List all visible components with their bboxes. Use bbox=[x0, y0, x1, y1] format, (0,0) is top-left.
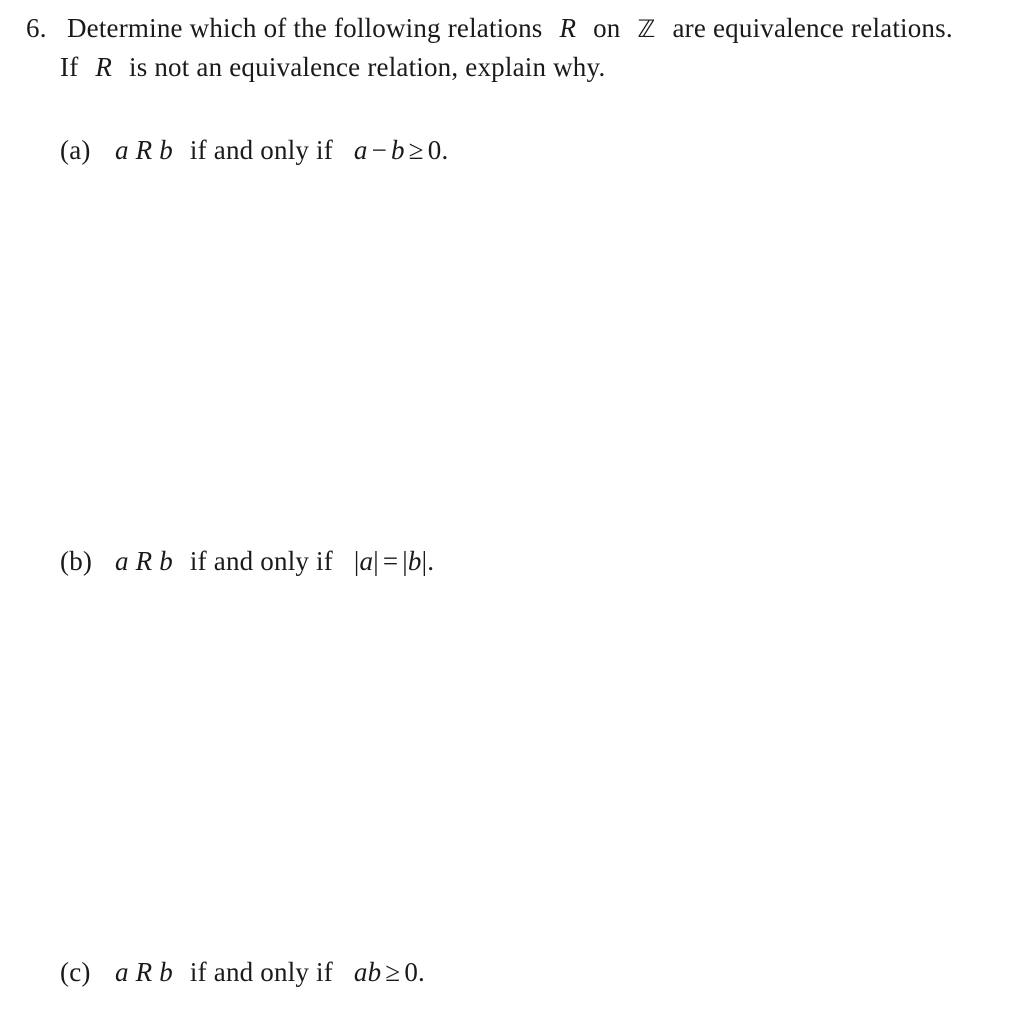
geq-sign: ≥ bbox=[385, 957, 401, 987]
product-ab: ab bbox=[353, 957, 382, 987]
geq-sign: ≥ bbox=[408, 135, 424, 165]
connector-text: if and only if bbox=[189, 957, 333, 987]
zero: 0 bbox=[427, 135, 442, 165]
problem-statement-line-1 bbox=[26, 12, 953, 45]
problem-text-end: are equivalence relations. bbox=[672, 13, 953, 43]
part-c bbox=[60, 956, 425, 988]
relation-R: R bbox=[135, 546, 153, 576]
problem-instruction: is not an equivalence relation, explain why. bbox=[129, 52, 606, 82]
var-b: b bbox=[159, 546, 173, 576]
period: . bbox=[427, 546, 435, 576]
var-a: a bbox=[353, 135, 368, 165]
relation-symbol-R: R bbox=[559, 13, 577, 43]
connector-text: if and only if bbox=[189, 135, 333, 165]
zero: 0 bbox=[404, 957, 419, 987]
part-label: (a) bbox=[60, 135, 91, 165]
part-label: (c) bbox=[60, 957, 91, 987]
abs-bar: | bbox=[373, 546, 379, 576]
word-if: If bbox=[60, 52, 79, 82]
equals-sign: = bbox=[382, 546, 399, 576]
problem-number: 6. bbox=[26, 13, 47, 43]
var-a: a bbox=[359, 546, 374, 576]
connector-text: if and only if bbox=[189, 546, 333, 576]
var-b: b bbox=[159, 957, 173, 987]
part-label: (b) bbox=[60, 546, 93, 576]
integers-symbol: ℤ bbox=[637, 15, 656, 43]
relation-R: R bbox=[135, 135, 153, 165]
relation-symbol-R: R bbox=[95, 52, 113, 82]
abs-bar: | bbox=[353, 546, 360, 576]
var-b: b bbox=[159, 135, 173, 165]
relation-R: R bbox=[135, 957, 153, 987]
abs-bar: | bbox=[421, 546, 428, 576]
var-a: a bbox=[114, 135, 129, 165]
part-b bbox=[60, 545, 434, 577]
abs-bar: | bbox=[402, 546, 408, 576]
var-b: b bbox=[407, 546, 422, 576]
var-a: a bbox=[114, 957, 129, 987]
var-a: a bbox=[114, 546, 129, 576]
var-b: b bbox=[391, 135, 405, 165]
period: . bbox=[441, 135, 449, 165]
word-on: on bbox=[593, 13, 621, 43]
part-a bbox=[60, 134, 448, 166]
minus-sign: − bbox=[371, 135, 388, 165]
period: . bbox=[418, 957, 425, 987]
problem-text-intro: Determine which of the following relations bbox=[66, 13, 543, 43]
problem-statement-line-2 bbox=[60, 51, 605, 83]
